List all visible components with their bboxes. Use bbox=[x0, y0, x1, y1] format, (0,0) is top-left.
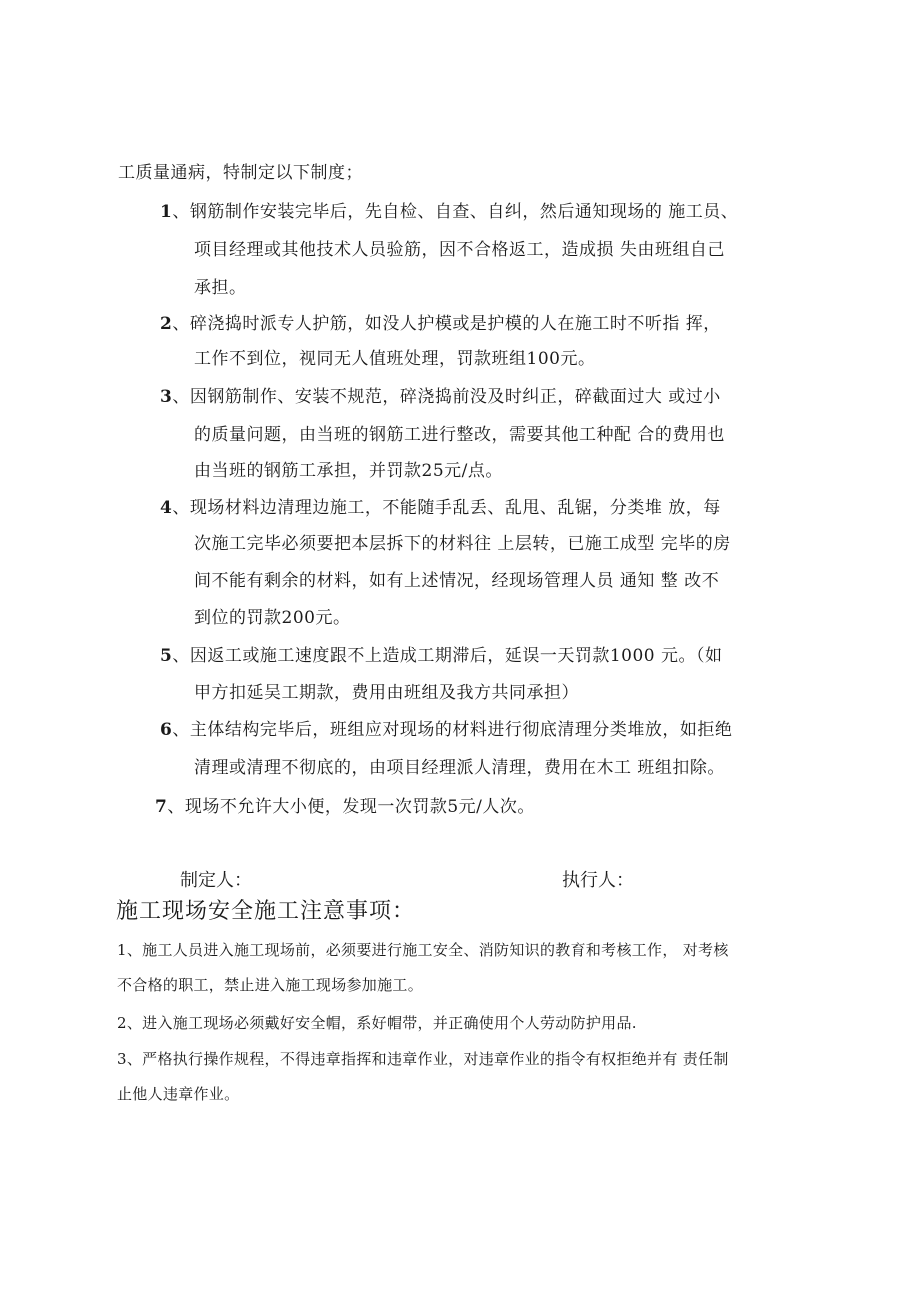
rule-2-number: 2 bbox=[160, 314, 173, 334]
rule-3-text-1: 、因钢筋制作、安装不规范，碎浇捣前没及时纠正，碎截面过大 或过小 bbox=[172, 387, 721, 407]
rule-2-line-1 bbox=[160, 313, 721, 335]
rule-5-line-1 bbox=[160, 645, 723, 667]
safety-item-3-line-2: 止他人违章作业。 bbox=[117, 1085, 240, 1103]
rule-7-number: 7 bbox=[155, 797, 168, 817]
rule-4-text-1: 、现场材料边清理边施工，不能随手乱丢、乱甩、乱锯，分类堆 放，每 bbox=[172, 498, 721, 518]
intro-line: 工质量通病，特制定以下制度； bbox=[118, 163, 363, 183]
rule-6-line-1 bbox=[160, 719, 732, 741]
rule-1-line-3: 承担。 bbox=[194, 278, 247, 298]
rule-2-text-1: 、碎浇捣时派专人护筋，如没人护模或是护模的人在施工时不听指 挥， bbox=[172, 314, 721, 334]
rule-4-line-3: 间不能有剩余的材料，如有上述情况，经现场管理人员 通知 整 改不 bbox=[194, 571, 720, 591]
rule-5-line-2: 甲方扣延吴工期款，费用由班组及我方共同承担） bbox=[194, 683, 579, 703]
rule-1-text-1: 、钢筋制作安装完毕后，先自检、自查、自纠，然后通知现场的 施工员、 bbox=[172, 202, 739, 222]
rule-3-line-1 bbox=[160, 386, 721, 408]
rule-6-number: 6 bbox=[160, 720, 173, 740]
rule-1-line-1 bbox=[160, 201, 738, 223]
safety-title: 施工现场安全施工注意事项： bbox=[116, 899, 416, 924]
safety-item-2-line-1: 2、进入施工现场必须戴好安全帽，系好帽带，并正确使用个人劳动防护用品. bbox=[117, 1014, 637, 1032]
rule-4-line-2: 次施工完毕必须要把本层拆下的材料往 上层转，已施工成型 完毕的房 bbox=[194, 534, 731, 554]
rule-4-number: 4 bbox=[160, 498, 173, 518]
rule-7-line-1 bbox=[155, 796, 535, 818]
safety-item-1-line-1: 1、施工人员进入施工现场前，必须要进行施工安全、消防知识的教育和考核工作， 对考核 bbox=[117, 941, 729, 959]
executor-label: 执行人： bbox=[562, 870, 634, 891]
rule-1-number: 1 bbox=[160, 202, 173, 222]
rule-3-line-2: 的质量问题，由当班的钢筋工进行整改，需要其他工种配 合的费用也 bbox=[194, 425, 725, 445]
rule-4-line-1 bbox=[160, 497, 721, 519]
rule-5-text-1: 、因返工或施工速度跟不上造成工期滞后，延误一天罚款1000 元。（如 bbox=[172, 646, 723, 666]
rule-5-number: 5 bbox=[160, 646, 173, 666]
rule-1-line-2: 项目经理或其他技术人员验筋，因不合格返工，造成损 失由班组自己 bbox=[194, 240, 725, 260]
rule-4-line-4: 到位的罚款200元。 bbox=[194, 608, 351, 628]
rule-3-number: 3 bbox=[160, 387, 173, 407]
rule-6-text-1: 、主体结构完毕后，班组应对现场的材料进行彻底清理分类堆放，如拒绝 bbox=[172, 720, 733, 740]
safety-item-3-line-1: 3、严格执行操作规程，不得违章指挥和违章作业，对违章作业的指令有权拒绝并有 责任制 bbox=[117, 1050, 729, 1068]
rule-3-line-3: 由当班的钢筋工承担，并罚款25元/点。 bbox=[194, 461, 503, 481]
safety-item-1-line-2: 不合格的职工，禁止进入施工现场参加施工。 bbox=[117, 976, 424, 994]
rule-6-line-2: 清理或清理不彻底的，由项目经理派人清理，费用在木工 班组扣除。 bbox=[194, 758, 725, 778]
rule-2-line-2: 工作不到位，视同无人值班处理，罚款班组100元。 bbox=[194, 349, 596, 369]
rule-7-text-1: 、现场不允许大小便，发现一次罚款5元/人次。 bbox=[167, 797, 535, 817]
maker-label: 制定人： bbox=[180, 870, 252, 891]
